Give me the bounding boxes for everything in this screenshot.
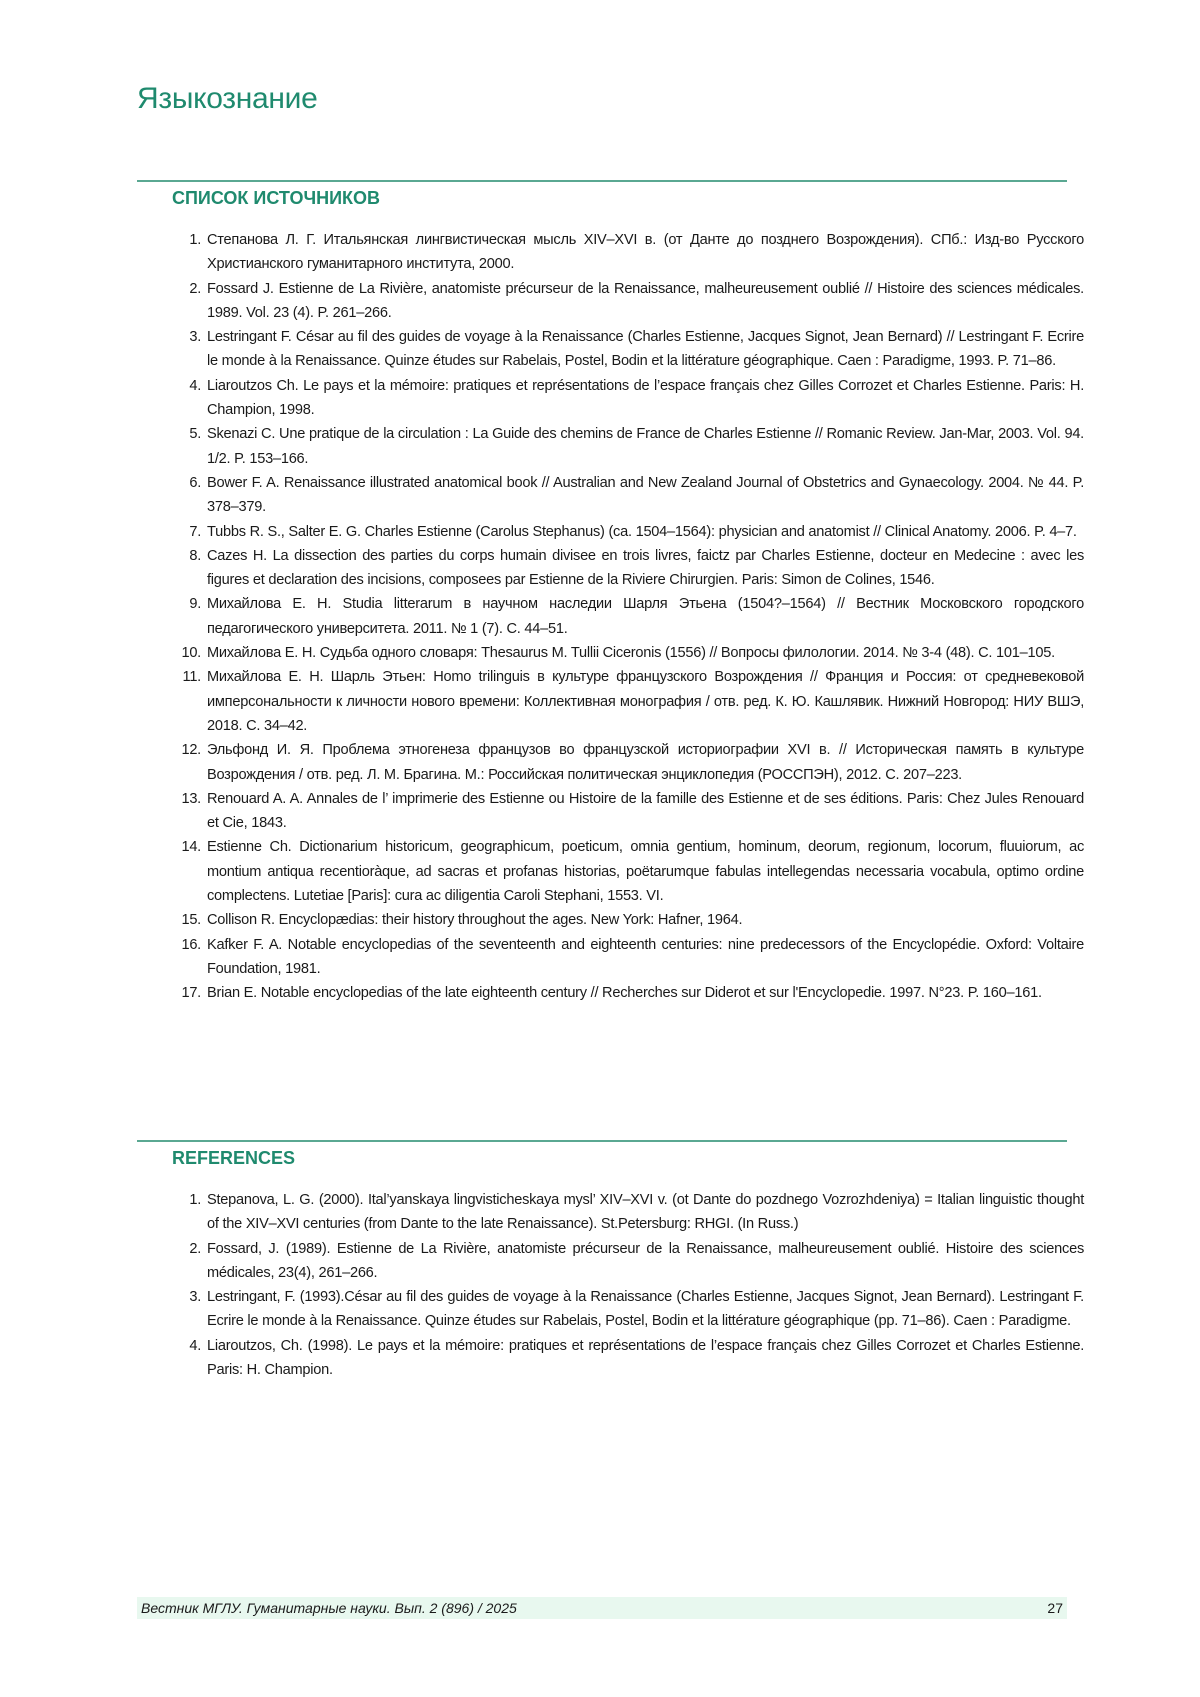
item-number: 1. [170,1188,201,1212]
list-item [207,1334,1084,1383]
section-title: Языкознание [137,82,318,116]
item-number: 12. [170,738,201,762]
item-text: Bower F. A. Renaissance illustrated anatomical book // Australian and New Zealand Journal of Obstetrics and Gynaecology. 2004. № 44. P. 378–379. [207,475,1084,515]
list-item [207,933,1084,982]
page-footer [137,1597,1067,1619]
list-item [207,471,1084,520]
item-number: 15. [170,908,201,932]
item-text: Stepanova, L. G. (2000). Ital’yanskaya lingvisticheskaya mysl’ XIV–XVI v. (ot Dante do pozdnego Vozrozhdeniya) = Italian linguistic thought of the XIV–XVI centuries (from Dante to the late Renaissance). St.Petersburg: RHGI. (In Russ.) [207,1192,1084,1232]
page-number: 27 [1047,1597,1063,1619]
item-text: Михайлова Е. Н. Шарль Этьен: Homo trilinguis в культуре французского Возрождения // Франция и Россия: от средневековой имперсональности к личности нового времени: Коллективная монография / отв. ред. К. Ю. Кашлявик. Нижний Новгород: НИУ ВШЭ, 2018. С. 34–42. [207,669,1084,734]
sources-list [190,228,1084,1006]
journal-title: Вестник МГЛУ. Гуманитарные науки. Вып. 2 (896) / 2025 [141,1597,517,1619]
item-text: Liaroutzos, Ch. (1998). Le pays et la mémoire: pratiques et représentations de l’espace français chez Gilles Corrozet et Charles Estienne. Paris: H. Champion. [207,1338,1084,1378]
list-item [207,520,1084,544]
item-number: 10. [170,641,201,665]
list-item [207,277,1084,326]
item-text: Kafker F. A. Notable encyclopedias of the seventeenth and eighteenth centuries: nine predecessors of the Encyclopédie. Oxford: Voltaire Foundation, 1981. [207,937,1084,977]
list-item [207,787,1084,836]
item-number: 4. [170,1334,201,1358]
list-item [207,374,1084,423]
item-number: 7. [170,520,201,544]
divider [137,1140,1067,1142]
item-number: 3. [170,325,201,349]
item-number: 3. [170,1285,201,1309]
item-text: Skenazi C. Une pratique de la circulation : La Guide des chemins de France de Charles Estienne // Romanic Review. Jan-Mar, 2003. Vol. 94. 1/2. P. 153–166. [207,426,1084,466]
list-item [207,544,1084,593]
item-text: Михайлова Е. Н. Судьба одного словаря: Thesaurus M. Tullii Ciceronis (1556) // Вопросы филологии. 2014. № 3-4 (48). С. 101–105. [207,645,1055,661]
item-text: Liaroutzos Ch. Le pays et la mémoire: pratiques et représentations de l’espace français chez Gilles Corrozet et Charles Estienne. Paris: H. Champion, 1998. [207,378,1084,418]
item-number: 13. [170,787,201,811]
list-item [207,325,1084,374]
item-number: 9. [170,592,201,616]
item-text: Brian E. Notable encyclopedias of the late eighteenth century // Recherches sur Diderot et sur l'Encyclopedie. 1997. N°23. P. 160–161. [207,985,1042,1001]
item-number: 5. [170,422,201,446]
item-text: Estienne Ch. Dictionarium historicum, geographicum, poeticum, omnia gentium, hominum, deorum, regionum, locorum, fluuiorum, ac montium antiqua recentioràque, ad sacras et profanas historias, poëtarumque fabulas intellegendas necessaria vocabula, optimo ordine complectens. Lutetiae [Paris]: cura ac diligentia Caroli Stephani, 1553. VI. [207,839,1084,904]
item-text: Lestringant, F. (1993).César au fil des guides de voyage à la Renaissance (Charles Estienne, Jacques Signot, Jean Bernard). Lestringant F. Ecrire le monde à la Renaissance. Quinze études sur Rabelais, Postel, Bodin et la littérature géographique (pp. 71–86). Caen : Paradigme. [207,1289,1084,1329]
list-item [207,908,1084,932]
divider [137,180,1067,182]
list-item [207,1188,1084,1237]
item-text: Эльфонд И. Я. Проблема этногенеза французов во французской историографии XVI в. // Историческая память в культуре Возрождения / отв. ред. Л. М. Брагина. М.: Российская политическая энциклопедия (РОССПЭН), 2012. С. 207–223. [207,742,1084,782]
list-item [207,422,1084,471]
item-text: Collison R. Encyclopædias: their history throughout the ages. New York: Hafner, 1964. [207,912,742,928]
item-text: Fossard, J. (1989). Estienne de La Rivière, anatomiste précurseur de la Renaissance, malheureusement oublié. Histoire des sciences médicales, 23(4), 261–266. [207,1241,1084,1281]
item-text: Cazes H. La dissection des parties du corps humain divisee en trois livres, faictz par Charles Estienne, docteur en Medecine : avec les figures et declaration des incisions, composees par Estienne de la Riviere Chirurgien. Paris: Simon de Colines, 1546. [207,548,1084,588]
item-text: Renouard A. A. Annales de l’ imprimerie des Estienne ou Histoire de la famille des Estienne et de ses éditions. Paris: Chez Jules Renouard et Cie, 1843. [207,791,1084,831]
item-number: 14. [170,835,201,859]
references-heading: REFERENCES [172,1148,295,1169]
list-item [207,641,1084,665]
list-item [207,228,1084,277]
item-text: Михайлова Е. Н. Studia litterarum в научном наследии Шарля Этьена (1504?–1564) // Вестник Московского городского педагогического университета. 2011. № 1 (7). С. 44–51. [207,596,1084,636]
list-item [207,738,1084,787]
item-number: 8. [170,544,201,568]
item-number: 2. [170,277,201,301]
item-text: Fossard J. Estienne de La Rivière, anatomiste précurseur de la Renaissance, malheureusement oublié // Histoire des sciences médicales. 1989. Vol. 23 (4). P. 261–266. [207,281,1084,321]
list-item [207,592,1084,641]
item-number: 6. [170,471,201,495]
item-number: 16. [170,933,201,957]
references-list [190,1188,1084,1382]
list-item [207,981,1084,1005]
item-number: 4. [170,374,201,398]
list-item [207,665,1084,738]
item-number: 2. [170,1237,201,1261]
sources-heading: СПИСОК ИСТОЧНИКОВ [172,188,380,209]
item-text: Степанова Л. Г. Итальянская лингвистическая мысль XIV–XVI в. (от Данте до позднего Возрождения). СПб.: Изд-во Русского Христианского гуманитарного института, 2000. [207,232,1084,272]
item-text: Lestringant F. César au fil des guides de voyage à la Renaissance (Charles Estienne, Jacques Signot, Jean Bernard) // Lestringant F. Ecrire le monde à la Renaissance. Quinze études sur Rabelais, Postel, Bodin et la littérature géographique. Caen : Paradigme, 1993. P. 71–86. [207,329,1084,369]
item-text: Tubbs R. S., Salter E. G. Charles Estienne (Carolus Stephanus) (ca. 1504–1564): physician and anatomist // Clinical Anatomy. 2006. P. 4–7. [207,524,1077,540]
item-number: 17. [170,981,201,1005]
list-item [207,835,1084,908]
list-item [207,1285,1084,1334]
item-number: 1. [170,228,201,252]
list-item [207,1237,1084,1286]
item-number: 11. [170,665,201,689]
